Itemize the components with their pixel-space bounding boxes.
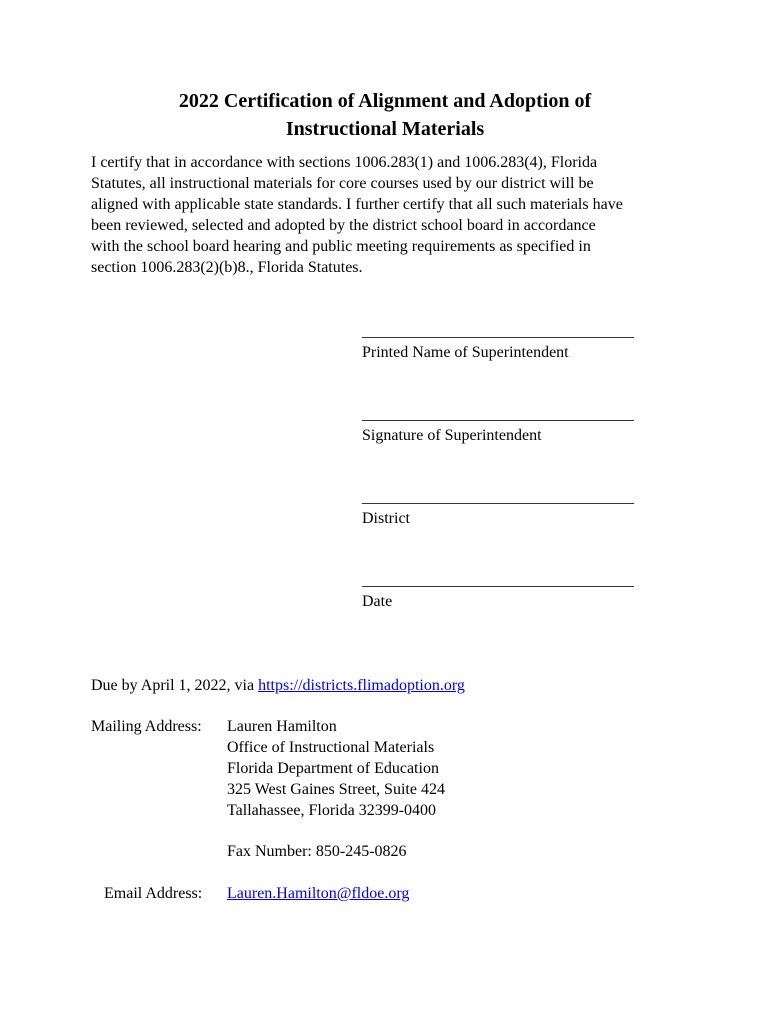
title-line-1: 2022 Certification of Alignment and Adoption of [178, 90, 592, 112]
paragraph-line: section 1006.283(2)(b)8., Florida Statutes. [91, 259, 363, 276]
address-line: Tallahassee, Florida 32399-0400 [227, 802, 437, 819]
signature-block-district [362, 487, 692, 529]
due-date-line [91, 675, 465, 696]
signature-block-printed-name [362, 321, 692, 363]
signature-label: Signature of Superintendent [362, 427, 542, 444]
signature-line[interactable]: __________________________________ [362, 572, 634, 589]
signature-label: Printed Name of Superintendent [362, 344, 569, 361]
email-address-label: Email Address: [104, 885, 203, 902]
address-line: Office of Instructional Materials [227, 739, 435, 756]
paragraph-line: Statutes, all instructional materials for core courses used by our district will be [91, 175, 594, 192]
title-line-2: Instructional Materials [285, 118, 485, 140]
address-line: Florida Department of Education [227, 760, 439, 777]
paragraph-line: with the school board hearing and public meeting requirements as specified in [91, 238, 591, 255]
due-text: Due by April 1, 2022, via [91, 677, 259, 694]
signature-block-date [362, 570, 692, 612]
signature-block-signature [362, 404, 692, 446]
signature-label: Date [362, 593, 393, 610]
email-link[interactable]: Lauren.Hamilton@fldoe.org [227, 885, 410, 902]
address-line: Lauren Hamilton [227, 718, 337, 735]
address-line: 325 West Gaines Street, Suite 424 [227, 781, 445, 798]
paragraph-line: been reviewed, selected and adopted by the district school board in accordance [91, 217, 596, 234]
paragraph-line: I certify that in accordance with sections 1006.283(1) and 1006.283(4), Florida [91, 154, 598, 171]
mailing-address [227, 716, 445, 821]
submission-link[interactable]: https://districts.flimadoption.org [258, 677, 465, 694]
signature-line[interactable]: __________________________________ [362, 406, 634, 423]
signature-line[interactable]: __________________________________ [362, 489, 634, 506]
mailing-address-label: Mailing Address: [91, 718, 202, 735]
signature-line[interactable]: __________________________________ [362, 323, 634, 340]
paragraph-line: aligned with applicable state standards. I further certify that all such materials have [91, 196, 623, 213]
fax-number: Fax Number: 850-245-0826 [227, 843, 407, 860]
page-title [60, 87, 710, 143]
signature-label: District [362, 510, 410, 527]
certification-paragraph [91, 152, 691, 278]
